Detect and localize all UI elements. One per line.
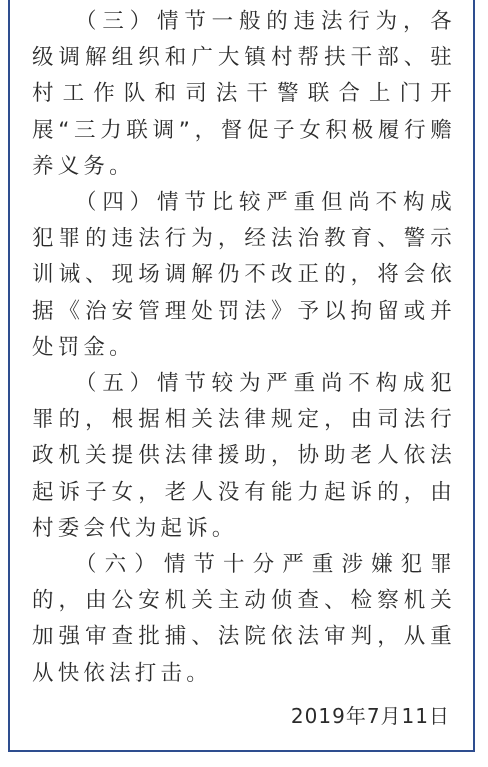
paragraph-4: （四）情节比较严重但尚不构成犯罪的违法行为，经法治教育、警示训诫、现场调解仍不改正的，将会依据《治安管理处罚法》予以拘留或并处罚金。 bbox=[32, 190, 456, 360]
paragraph-6: （六）情节十分严重涉嫌犯罪的，由公安机关主动侦查、检察机关加强审查批捕、法院依法审判，从重从快依法打击。 bbox=[32, 552, 456, 686]
article-body bbox=[32, 4, 456, 692]
paragraph-5: （五）情节较为严重尚不构成犯罪的，根据相关法律规定，由司法行政机关提供法律援助，协助老人依法起诉子女，老人没有能力起诉的，由村委会代为起诉。 bbox=[32, 371, 456, 541]
paragraph-3: （三）情节一般的违法行为，各级调解组织和广大镇村帮扶干部、驻村工作队和司法干警联合上门开展“三力联调”，督促子女积极履行赡养义务。 bbox=[32, 9, 456, 179]
document-date: 2019年7月11日 bbox=[290, 704, 450, 728]
